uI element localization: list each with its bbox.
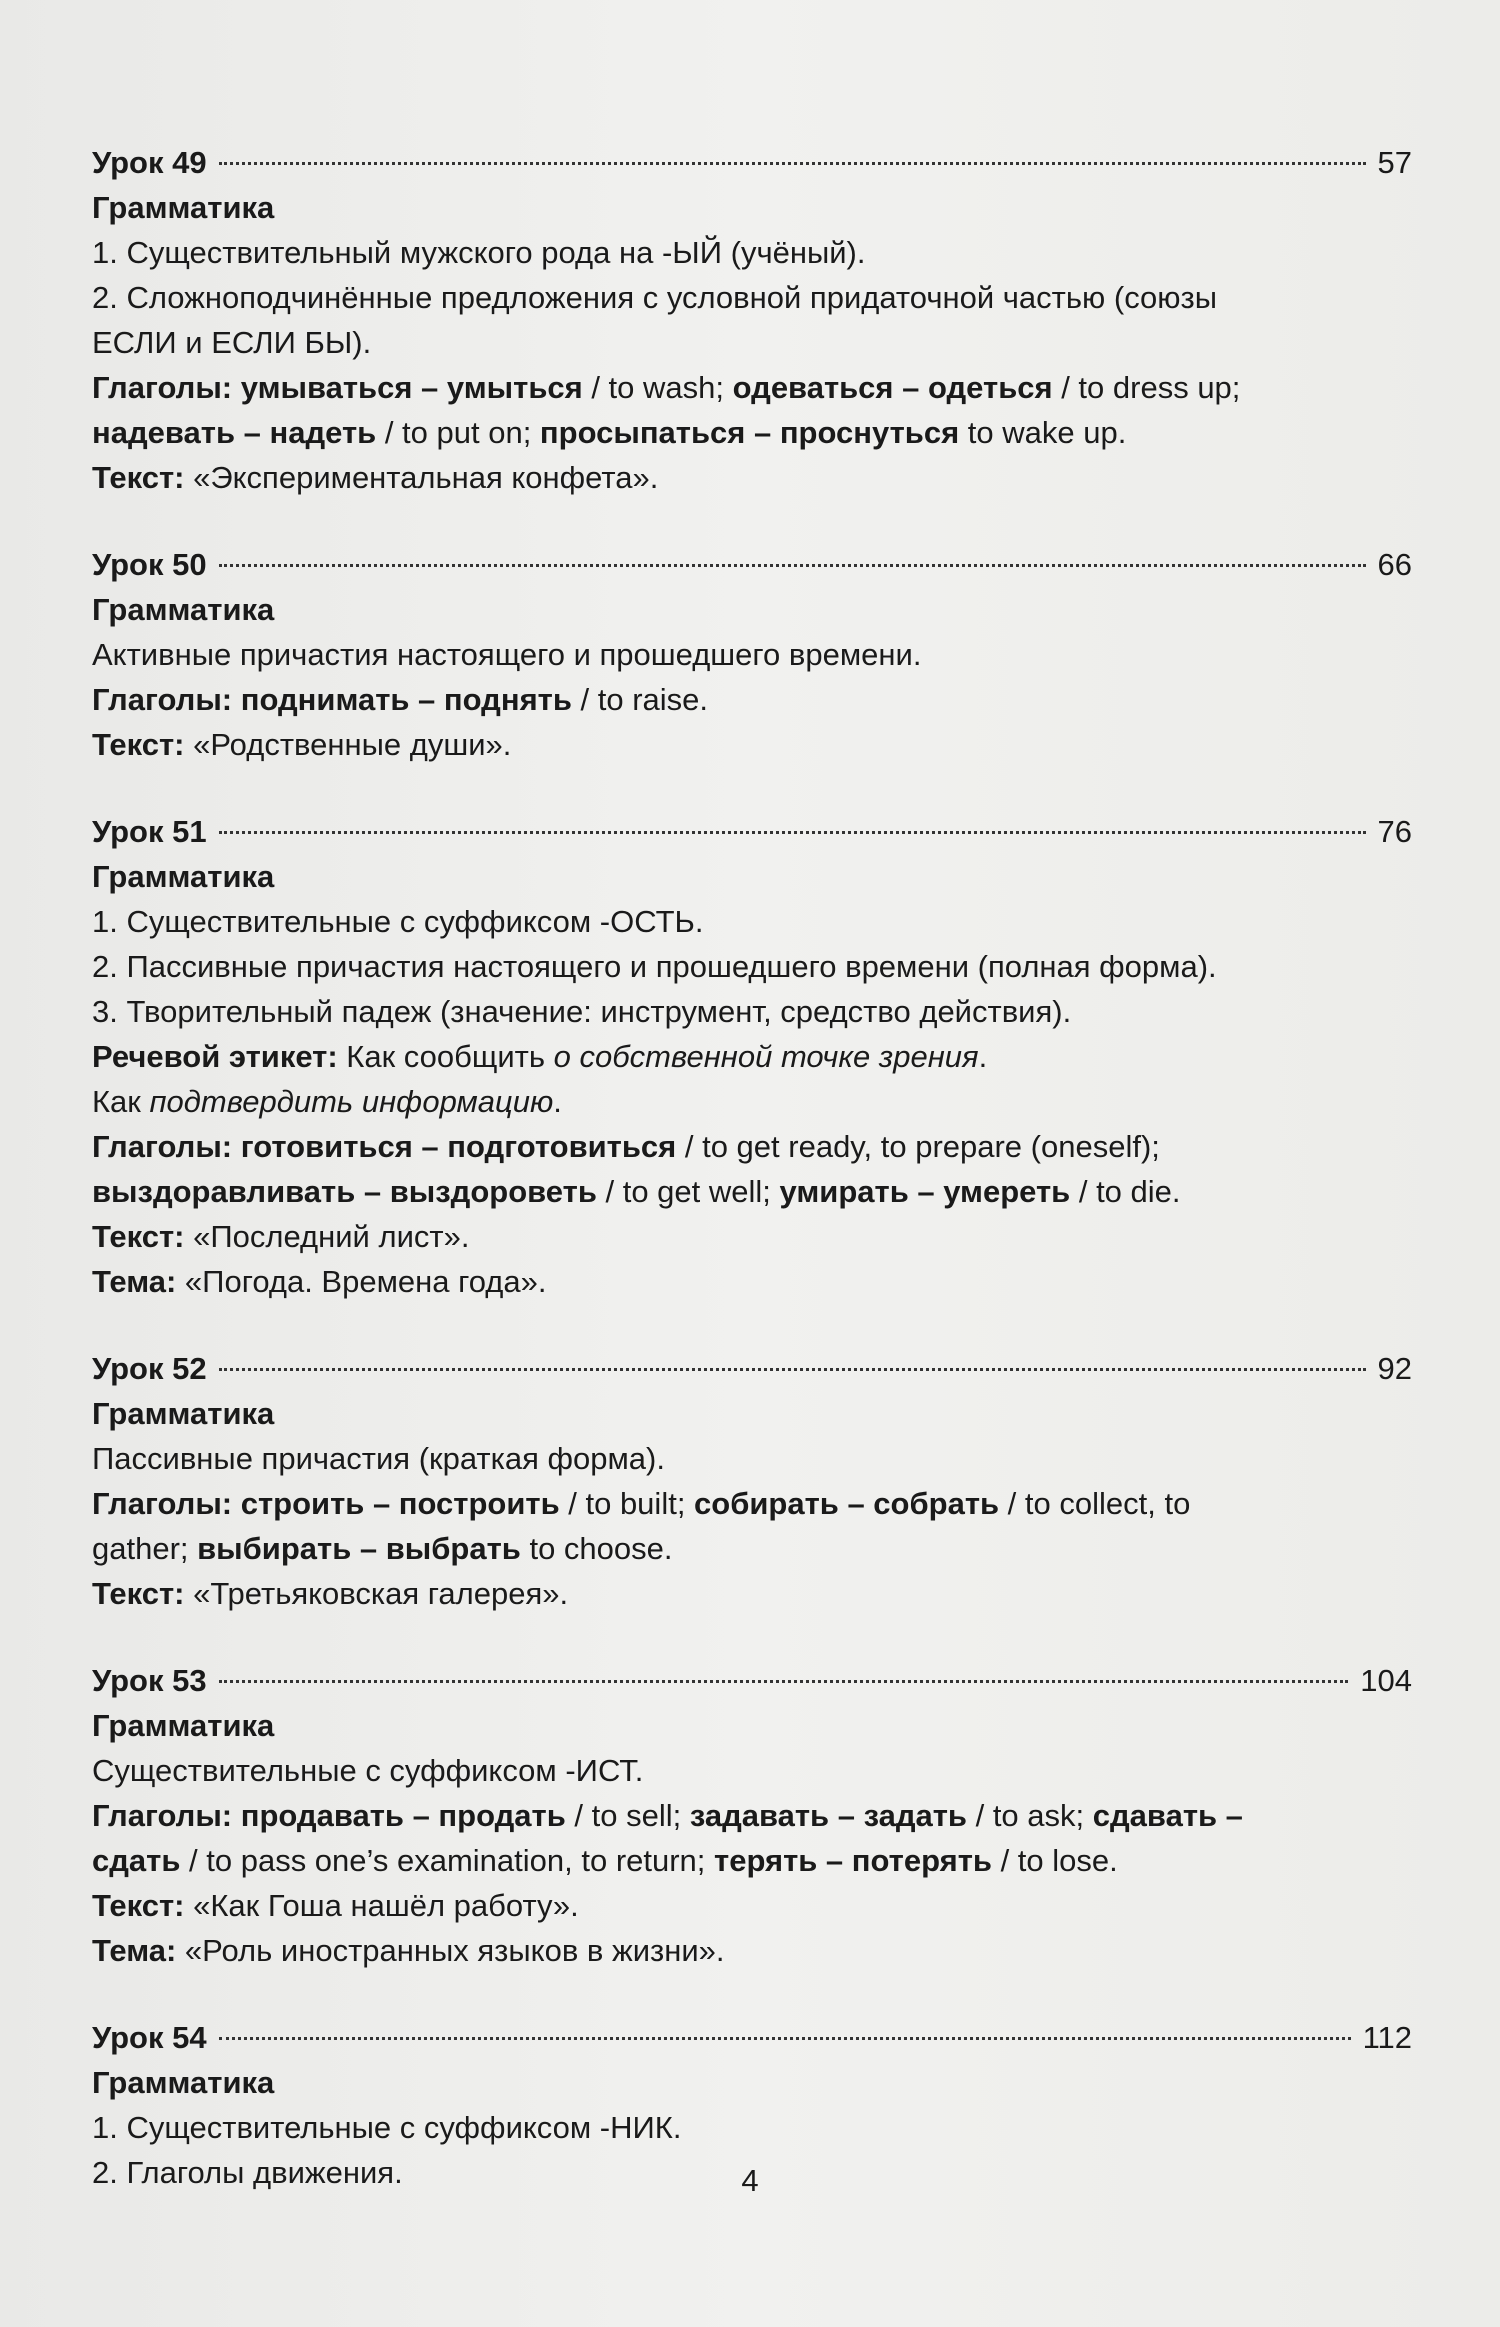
lesson-entry bbox=[92, 542, 1412, 767]
text-segment: / to get well; bbox=[596, 1174, 780, 1209]
lesson-title: Урок 50 bbox=[92, 547, 207, 582]
section-title: Грамматика bbox=[92, 859, 275, 894]
text-segment: . bbox=[978, 1039, 988, 1074]
text-segment: Как bbox=[92, 1084, 150, 1119]
content-line bbox=[92, 1571, 1412, 1616]
dot-leader bbox=[219, 1368, 1366, 1371]
lesson-heading bbox=[92, 809, 1412, 854]
content-line bbox=[92, 1883, 1412, 1928]
lesson-heading bbox=[92, 1658, 1412, 1703]
text-segment: 1. Существительный мужского рода на -ЫЙ (учёный). bbox=[92, 235, 866, 270]
text-segment: сдать bbox=[92, 1843, 181, 1878]
text-segment: выбирать – выбрать bbox=[197, 1531, 521, 1566]
page-number: 4 bbox=[741, 2163, 759, 2198]
text-segment: Глаголы: поднимать – поднять bbox=[92, 682, 572, 717]
text-segment: собирать – собрать bbox=[694, 1486, 1000, 1521]
text-segment: о собственной точке зрения bbox=[553, 1039, 979, 1074]
text-segment: Как сообщить bbox=[337, 1039, 554, 1074]
content-line bbox=[92, 1079, 1412, 1124]
content-line bbox=[92, 365, 1412, 410]
dot-leader bbox=[219, 2037, 1351, 2040]
text-segment: терять – потерять bbox=[714, 1843, 992, 1878]
text-segment: . bbox=[553, 1084, 562, 1119]
text-segment: подтвердить информацию bbox=[149, 1084, 554, 1119]
content-line bbox=[92, 1436, 1412, 1481]
table-of-contents bbox=[92, 140, 1412, 2237]
text-segment: Тема: bbox=[92, 1264, 177, 1299]
text-segment: / to collect, to bbox=[999, 1486, 1191, 1521]
lesson-entry bbox=[92, 1346, 1412, 1616]
content-line bbox=[92, 1169, 1412, 1214]
content-line bbox=[92, 320, 1412, 365]
text-segment: gather; bbox=[92, 1531, 198, 1566]
text-segment: сдавать – bbox=[1092, 1798, 1243, 1833]
section-title: Грамматика bbox=[92, 190, 275, 225]
content-line bbox=[92, 1748, 1412, 1793]
content-line bbox=[92, 1928, 1412, 1973]
text-segment: Текст: bbox=[92, 1576, 185, 1611]
content-line bbox=[92, 722, 1412, 767]
text-segment: «Экспериментальная конфета». bbox=[184, 460, 659, 495]
section-title: Грамматика bbox=[92, 592, 275, 627]
text-segment: «Роль иностранных языков в жизни». bbox=[176, 1933, 725, 1968]
lesson-title: Урок 52 bbox=[92, 1351, 207, 1386]
content-line bbox=[92, 944, 1412, 989]
content-line bbox=[92, 275, 1412, 320]
text-segment: умирать – умереть bbox=[779, 1174, 1071, 1209]
content-line bbox=[92, 1526, 1412, 1571]
text-segment: просыпаться – проснуться bbox=[539, 415, 960, 450]
section-title: Грамматика bbox=[92, 1396, 275, 1431]
text-segment: / to pass one’s examination, to return; bbox=[180, 1843, 715, 1878]
lesson-heading bbox=[92, 542, 1412, 587]
content-line bbox=[92, 1214, 1412, 1259]
text-segment: Глаголы: строить – построить bbox=[92, 1486, 560, 1521]
content-line bbox=[92, 1259, 1412, 1304]
lesson-entry bbox=[92, 140, 1412, 500]
section-title: Грамматика bbox=[92, 2065, 275, 2100]
text-segment: «Третьяковская галерея». bbox=[184, 1576, 569, 1611]
text-segment: Пассивные причастия (краткая форма). bbox=[92, 1441, 665, 1476]
content-line bbox=[92, 2105, 1412, 2150]
content-line bbox=[92, 1481, 1412, 1526]
content-line bbox=[92, 1034, 1412, 1079]
text-segment: одеваться – одеться bbox=[732, 370, 1053, 405]
text-segment: / to die. bbox=[1070, 1174, 1181, 1209]
text-segment: 3. Творительный падеж (значение: инструмент, средство действия). bbox=[92, 994, 1072, 1029]
lesson-page-number: 112 bbox=[1362, 2020, 1412, 2055]
lesson-title: Урок 53 bbox=[92, 1663, 207, 1698]
section-title: Грамматика bbox=[92, 1708, 275, 1743]
lesson-entry bbox=[92, 1658, 1412, 1973]
lesson-page-number: 66 bbox=[1377, 547, 1412, 582]
content-line bbox=[92, 989, 1412, 1034]
lesson-heading bbox=[92, 1346, 1412, 1391]
lesson-page-number: 57 bbox=[1377, 145, 1412, 180]
dot-leader bbox=[219, 162, 1366, 165]
text-segment: Текст: bbox=[92, 460, 185, 495]
text-segment: Активные причастия настоящего и прошедшего времени. bbox=[92, 637, 922, 672]
text-segment: «Как Гоша нашёл работу». bbox=[184, 1888, 579, 1923]
dot-leader bbox=[219, 831, 1366, 834]
text-segment: ЕСЛИ и ЕСЛИ БЫ). bbox=[92, 325, 372, 360]
text-segment: / to dress up; bbox=[1052, 370, 1241, 405]
lesson-page-number: 92 bbox=[1377, 1351, 1412, 1386]
content-line bbox=[92, 1124, 1412, 1169]
text-segment: / to ask; bbox=[966, 1798, 1093, 1833]
text-segment: / to built; bbox=[559, 1486, 695, 1521]
text-segment: выздоравливать – выздороветь bbox=[92, 1174, 597, 1209]
text-segment: Текст: bbox=[92, 1888, 185, 1923]
lesson-heading bbox=[92, 140, 1412, 185]
text-segment: / to lose. bbox=[991, 1843, 1118, 1878]
text-segment: Тема: bbox=[92, 1933, 177, 1968]
text-segment: Текст: bbox=[92, 1219, 185, 1254]
text-segment: «Последний лист». bbox=[184, 1219, 470, 1254]
text-segment: to choose. bbox=[520, 1531, 673, 1566]
text-segment: Текст: bbox=[92, 727, 185, 762]
text-segment: / to wash; bbox=[582, 370, 733, 405]
text-segment: Глаголы: умываться – умыться bbox=[92, 370, 583, 405]
text-segment: to wake up. bbox=[959, 415, 1127, 450]
dot-leader bbox=[219, 1680, 1349, 1683]
lesson-page-number: 104 bbox=[1360, 1663, 1412, 1698]
text-segment: 2. Пассивные причастия настоящего и прошедшего времени (полная форма). bbox=[92, 949, 1217, 984]
text-segment: Глаголы: продавать – продать bbox=[92, 1798, 566, 1833]
text-segment: 1. Существительные с суффиксом -НИК. bbox=[92, 2110, 682, 2145]
content-line bbox=[92, 1838, 1412, 1883]
content-line bbox=[92, 1793, 1412, 1838]
lesson-title: Урок 54 bbox=[92, 2020, 207, 2055]
text-segment: / to raise. bbox=[571, 682, 709, 717]
dot-leader bbox=[219, 564, 1366, 567]
text-segment: Речевой этикет: bbox=[92, 1039, 338, 1074]
content-line bbox=[92, 899, 1412, 944]
text-segment: / to get ready, to prepare (oneself); bbox=[676, 1129, 1160, 1164]
lesson-entry bbox=[92, 809, 1412, 1304]
text-segment: / to sell; bbox=[565, 1798, 690, 1833]
content-line bbox=[92, 455, 1412, 500]
text-segment: 2. Сложноподчинённые предложения с условной придаточной частью (союзы bbox=[92, 280, 1218, 315]
text-segment: Глаголы: готовиться – подготовиться bbox=[92, 1129, 677, 1164]
lesson-page-number: 76 bbox=[1377, 814, 1412, 849]
text-segment: 1. Существительные с суффиксом -ОСТЬ. bbox=[92, 904, 704, 939]
text-segment: «Родственные души». bbox=[184, 727, 512, 762]
content-line bbox=[92, 632, 1412, 677]
content-line bbox=[92, 677, 1412, 722]
text-segment: задавать – задать bbox=[689, 1798, 967, 1833]
lesson-heading bbox=[92, 2015, 1412, 2060]
text-segment: надевать – надеть bbox=[92, 415, 377, 450]
text-segment: / to put on; bbox=[376, 415, 540, 450]
text-segment: 2. Глаголы движения. bbox=[92, 2155, 403, 2190]
content-line bbox=[92, 410, 1412, 455]
content-line bbox=[92, 230, 1412, 275]
lesson-title: Урок 51 bbox=[92, 814, 207, 849]
lesson-title: Урок 49 bbox=[92, 145, 207, 180]
text-segment: «Погода. Времена года». bbox=[176, 1264, 547, 1299]
text-segment: Существительные с суффиксом -ИСТ. bbox=[92, 1753, 644, 1788]
